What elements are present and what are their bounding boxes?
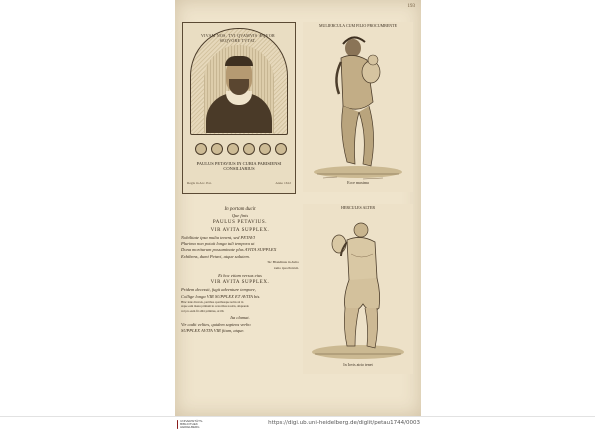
viewer-footer	[0, 416, 595, 431]
text-line: VIR AVITA SUPPLEX.	[210, 228, 270, 233]
medal-row	[191, 141, 287, 155]
figure-from-behind-illustration	[303, 204, 413, 374]
medal-icon	[211, 143, 223, 155]
text-line: Hinc inde diversis, partibus operibusque nobis sit in	[181, 300, 244, 304]
text-column	[181, 206, 299, 334]
text-line: tomo ipsa Petavii.	[273, 266, 299, 270]
plate-caption-line2: CONSILIARIUS	[223, 166, 255, 171]
text-line: SUPPLEX AVITA VIR fitum, atque.	[181, 328, 245, 333]
text-line: Plurima non potuit longa tuli tempora ut	[181, 241, 255, 246]
text-line: Que finis	[231, 213, 249, 218]
engraving-top	[303, 22, 413, 192]
portrait-engraving	[204, 45, 274, 133]
text-line: Nobilitate ipsa multa tenent, sed PETAVI	[181, 235, 255, 240]
plate-caption	[187, 161, 291, 171]
text-line: Ita clamat.	[230, 315, 250, 320]
engraving-bottom-title: HERCULES ALTER	[341, 205, 375, 210]
text-line: Et hoc etiam versus eius	[218, 273, 262, 278]
plate-caption-line1: PAULUS PETAVIUS IN CURIA PARISIENSI	[196, 161, 282, 166]
text-line: Sic Blandinus in Avito	[267, 260, 299, 264]
plate-foot	[187, 181, 291, 185]
figure-carrying-child-illustration	[303, 22, 413, 192]
engraving-bottom	[303, 204, 413, 374]
plate-foot-left: Regis in Arc. Par.	[187, 181, 212, 185]
portrait-plate	[182, 22, 296, 194]
medal-icon	[243, 143, 255, 155]
text-line: atque eam manu primum in oratoribus nostris, aliquando	[181, 304, 249, 308]
library-logo[interactable]	[177, 419, 203, 430]
arch-legend: VIVAM NOS, TVI QVAMVIS ÆQVOR SEQVORE TVTAT.	[200, 33, 276, 43]
medal-icon	[195, 143, 207, 155]
page-url[interactable]: https://digi.ub.uni-heidelberg.de/diglit/petau1744/0003	[268, 420, 420, 426]
text-line: In portam ducit	[224, 207, 256, 212]
text-line: Pridem decessit, fugit adventure tempore,	[181, 287, 256, 292]
engraving-top-title: MULIERCULA CUM FILIO PROCUMBENTE	[318, 23, 398, 28]
scanned-page[interactable]	[175, 0, 421, 416]
text-line: Exhibens, dumi Petavi, atque salutem.	[181, 254, 250, 259]
medal-icon	[227, 143, 239, 155]
engraving-bottom-caption: In Iovis atrio tenet	[343, 362, 373, 367]
library-logo-text: UNIVERSITÄTS- BIBLIOTHEK HEIDELBERG	[180, 418, 203, 430]
text-line: Dona moriturum possuminate plus AVITA SUPPLEX	[181, 247, 277, 252]
text-line: Vir cadit velites, quidem sapiens verbo	[181, 322, 251, 327]
plate-foot-right: Anno 1612	[275, 181, 291, 185]
text-line: PAULUS PETAVIUS.	[212, 220, 268, 225]
text-line: vel pro eum fit alibi primitus, ut illi.	[181, 309, 225, 313]
engraving-top-caption: Ecce maxima	[347, 180, 369, 185]
page-number: 193	[407, 4, 415, 9]
library-crest-icon	[177, 420, 178, 429]
medal-icon	[259, 143, 271, 155]
text-line: Collige longa VIR SUPPLEX ET AVITA bis.	[181, 294, 261, 299]
text-line: VIR AVITA SUPPLEX.	[210, 280, 270, 285]
medal-icon	[275, 143, 287, 155]
